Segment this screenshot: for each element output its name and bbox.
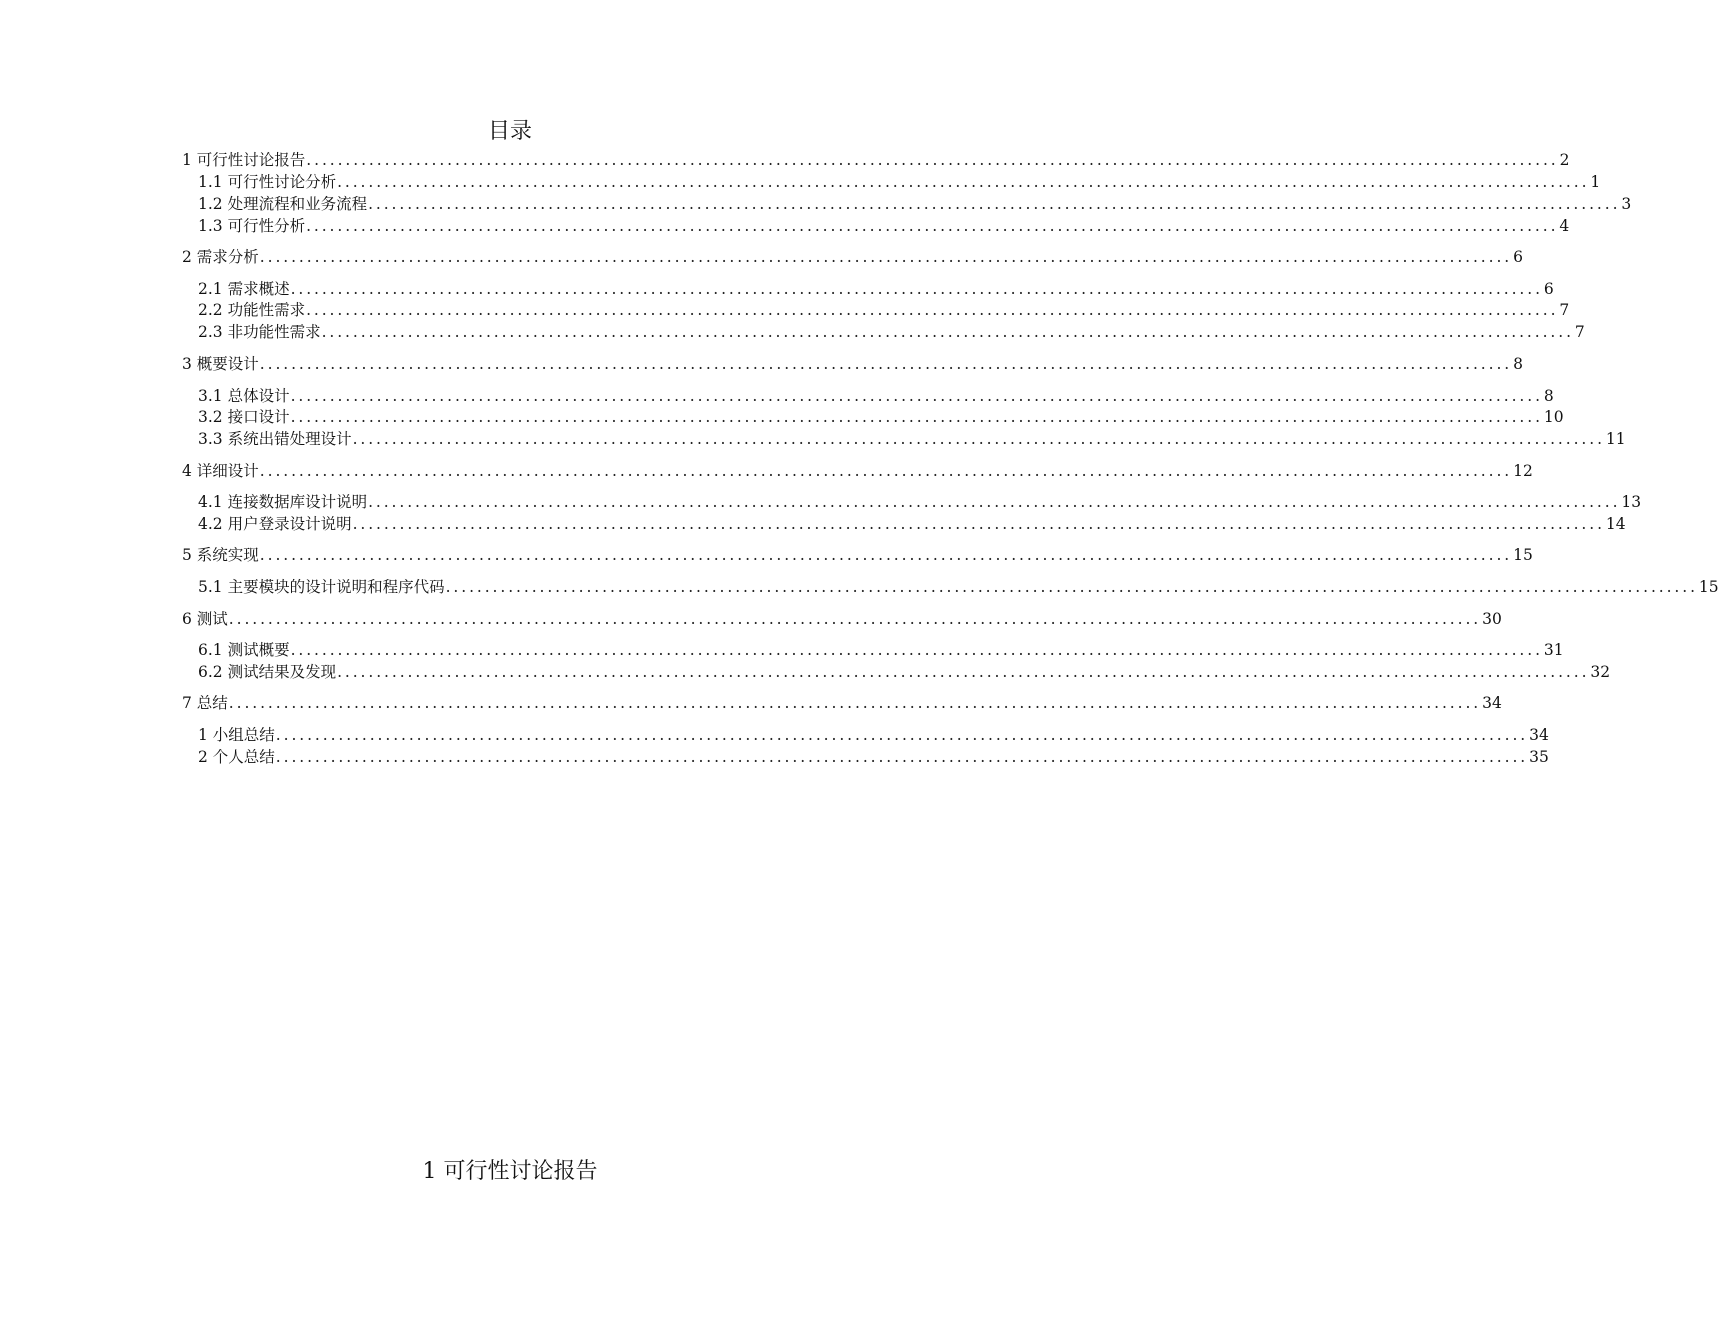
toc-dot-leader: ................................................................................................................................................................ xyxy=(368,195,1621,213)
toc-page-number: 13 xyxy=(1621,493,1642,511)
toc-page-number: 8 xyxy=(1543,387,1554,405)
toc-dot-leader: ................................................................................................................................................................ xyxy=(306,217,1559,235)
toc-dot-leader: ................................................................................................................................................................ xyxy=(321,323,1574,341)
toc-entry-title: 1.1 可行性讨论分析 xyxy=(198,173,337,191)
toc-entry-title: 4.1 连接数据库设计说明 xyxy=(198,493,368,511)
toc-page-number: 34 xyxy=(1529,726,1549,744)
toc-dot-leader: ................................................................................................................................................................ xyxy=(337,663,1590,681)
toc-page-number: 12 xyxy=(1513,462,1533,480)
toc-page-number: 15 xyxy=(1513,546,1533,564)
toc-entry-title: 1 小组总结 xyxy=(198,726,275,744)
toc-entry[interactable] xyxy=(198,322,1585,343)
toc-entry-title: 2 需求分析 xyxy=(182,248,259,266)
toc-page-number: 6 xyxy=(1513,248,1523,266)
toc-dot-leader: ................................................................................................................................................................ xyxy=(228,610,1482,628)
toc-dot-leader: ................................................................................................................................................................ xyxy=(259,248,1513,266)
toc-dot-leader: ................................................................................................................................................................ xyxy=(290,408,1543,426)
toc-entry[interactable] xyxy=(182,150,1570,171)
toc-entry-title: 7 总结 xyxy=(182,694,228,712)
toc-dot-leader: ................................................................................................................................................................ xyxy=(290,387,1543,405)
toc-dot-leader: ................................................................................................................................................................ xyxy=(306,301,1559,319)
toc-page-number: 4 xyxy=(1559,217,1570,235)
toc-entry-title: 4 详细设计 xyxy=(182,462,259,480)
toc-dot-leader: ................................................................................................................................................................ xyxy=(259,462,1513,480)
toc-entry-title: 1 可行性讨论报告 xyxy=(182,151,306,169)
toc-entry[interactable] xyxy=(198,492,1642,513)
toc-entry-title: 1.3 可行性分析 xyxy=(198,217,306,235)
toc-page-number: 3 xyxy=(1621,195,1632,213)
toc-entry-title: 3.2 接口设计 xyxy=(198,408,290,426)
toc-page-number: 10 xyxy=(1543,408,1564,426)
toc-page-number: 30 xyxy=(1482,610,1502,628)
toc-entry[interactable] xyxy=(198,577,1719,598)
chapter-heading: 1 可行性讨论报告 xyxy=(422,1159,598,1184)
toc-entry[interactable] xyxy=(182,354,1523,375)
toc-entry[interactable] xyxy=(182,693,1502,714)
toc-dot-leader: ................................................................................................................................................................ xyxy=(275,748,1529,766)
toc-entry[interactable] xyxy=(198,194,1632,215)
toc-dot-leader: ................................................................................................................................................................ xyxy=(228,694,1482,712)
toc-entry[interactable] xyxy=(198,300,1570,321)
toc-entry-title: 2.1 需求概述 xyxy=(198,280,290,298)
toc-entry-title: 2.2 功能性需求 xyxy=(198,301,306,319)
toc-page-number: 15 xyxy=(1698,578,1719,596)
toc-page-number: 35 xyxy=(1529,748,1549,766)
toc-page-number: 1 xyxy=(1590,173,1601,191)
toc-entry[interactable] xyxy=(182,461,1533,482)
toc-page-number: 2 xyxy=(1559,151,1570,169)
toc-entry[interactable] xyxy=(198,662,1611,683)
toc-page-number: 14 xyxy=(1605,515,1626,533)
toc-page-number: 31 xyxy=(1543,641,1564,659)
toc-entry[interactable] xyxy=(198,216,1570,237)
toc-entry[interactable] xyxy=(198,747,1549,768)
toc-dot-leader: ................................................................................................................................................................ xyxy=(368,493,1621,511)
toc-page-number: 11 xyxy=(1605,430,1626,448)
toc-dot-leader: ................................................................................................................................................................ xyxy=(259,355,1513,373)
toc-entry[interactable] xyxy=(198,429,1626,450)
toc-entry-title: 4.2 用户登录设计说明 xyxy=(198,515,352,533)
toc-page-number: 8 xyxy=(1513,355,1523,373)
toc-entry[interactable] xyxy=(198,172,1601,193)
toc-entry-title: 6.1 测试概要 xyxy=(198,641,290,659)
toc-dot-leader: ................................................................................................................................................................ xyxy=(337,173,1590,191)
toc-dot-leader: ................................................................................................................................................................ xyxy=(306,151,1559,169)
toc-entry-title: 1.2 处理流程和业务流程 xyxy=(198,195,368,213)
toc-entry[interactable] xyxy=(198,514,1626,535)
toc-entry[interactable] xyxy=(182,545,1533,566)
toc-entry-title: 2.3 非功能性需求 xyxy=(198,323,321,341)
toc-entry[interactable] xyxy=(182,247,1523,268)
toc-entry-title: 5 系统实现 xyxy=(182,546,259,564)
toc-entry[interactable] xyxy=(182,609,1502,630)
toc-dot-leader: ................................................................................................................................................................ xyxy=(290,641,1543,659)
toc-entry-title: 2 个人总结 xyxy=(198,748,275,766)
toc-title: 目录 xyxy=(487,119,532,144)
toc-entry[interactable] xyxy=(198,407,1564,428)
toc-page-number: 34 xyxy=(1482,694,1502,712)
toc-entry[interactable] xyxy=(198,640,1564,661)
toc-page-number: 7 xyxy=(1574,323,1585,341)
toc-entry-title: 6 测试 xyxy=(182,610,228,628)
toc-dot-leader: ................................................................................................................................................................ xyxy=(352,430,1605,448)
toc-entry-title: 3 概要设计 xyxy=(182,355,259,373)
toc-entry-title: 3.3 系统出错处理设计 xyxy=(198,430,352,448)
toc-entry-title: 6.2 测试结果及发现 xyxy=(198,663,337,681)
toc-entry[interactable] xyxy=(198,279,1554,300)
toc-page-number: 7 xyxy=(1559,301,1570,319)
toc-page-number: 6 xyxy=(1543,280,1554,298)
toc-dot-leader: ................................................................................................................................................................ xyxy=(445,578,1698,596)
toc-dot-leader: ................................................................................................................................................................ xyxy=(275,726,1529,744)
toc-dot-leader: ................................................................................................................................................................ xyxy=(259,546,1513,564)
toc-page-number: 32 xyxy=(1590,663,1611,681)
toc-entry-title: 3.1 总体设计 xyxy=(198,387,290,405)
toc-entry[interactable] xyxy=(198,386,1554,407)
toc-dot-leader: ................................................................................................................................................................ xyxy=(290,280,1543,298)
toc-entry-title: 5.1 主要模块的设计说明和程序代码 xyxy=(198,578,445,596)
toc-entry[interactable] xyxy=(198,725,1549,746)
toc-dot-leader: ................................................................................................................................................................ xyxy=(352,515,1605,533)
